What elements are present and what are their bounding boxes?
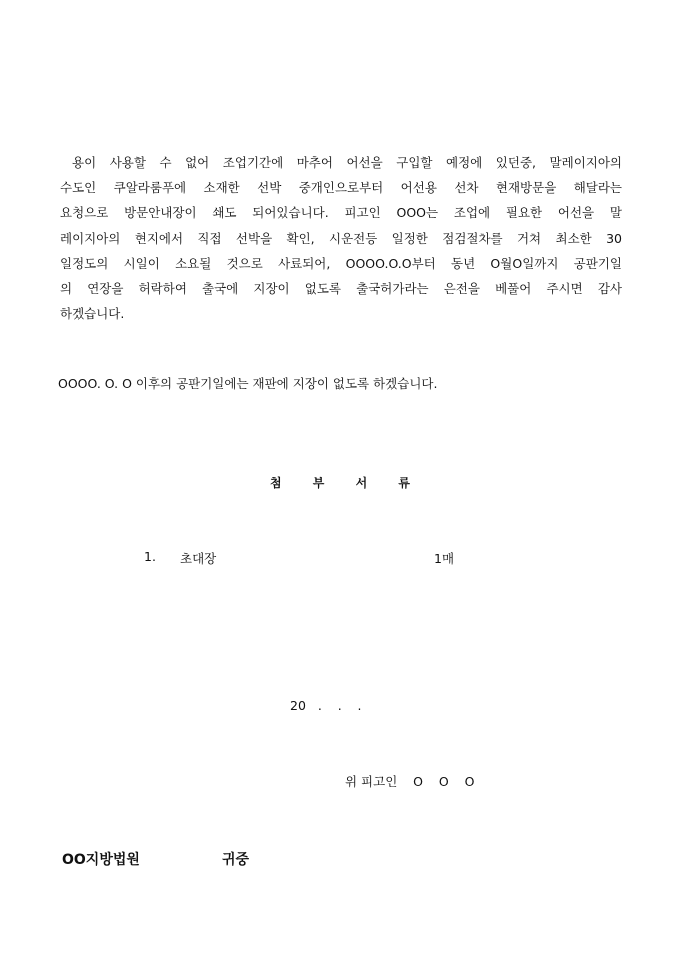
attachments-title-char: 첨 [270,476,282,490]
body-line: 의 연장을 허락하여 출국에 지장이 없도록 출국허가라는 은전을 베풀어 주시면 감사 [60,280,622,296]
attachment-number: 1. [144,549,156,564]
body-line: 수도인 쿠알라룸푸에 소재한 선박 중개인으로부터 어선용 선차 현재방문을 해달라는 [60,180,622,196]
body-line: 레이지아의 현지에서 직접 선박을 확인, 시운전등 일정한 점검절차를 거쳐 최소한 30 [60,230,622,246]
attachment-quantity: 1매 [434,551,455,566]
honorific: 귀중 [222,852,250,868]
attachments-title-char: 류 [398,476,410,490]
body-line: 용이 사용할 수 없어 조업기간에 마추어 어선을 구입할 예정에 있던중, 말레이지아의 [72,155,622,170]
body-paragraph [60,150,622,326]
date-line: 20 . . . [290,698,362,713]
body-line: 하겠습니다. [60,306,125,322]
court-name: OO지방법원 [62,852,140,868]
attachments-title-char: 부 [312,476,325,490]
body-line: 일정도의 시일이 소요될 것으로 사료되어, OOOO.O.O부터 동년 O월O일까지 공판기일 [60,255,622,271]
signer-line: 위 피고인 O O O [345,774,475,789]
attachments-title-char: 서 [355,476,368,490]
attachments-title [270,474,410,491]
after-note: OOOO. O. O 이후의 공판기일에는 재판에 지장이 없도록 하겠습니다. [58,376,438,391]
attachment-name: 초대장 [180,551,217,566]
body-line: 요청으로 방문안내장이 쇄도 되어있습니다. 피고인 OOO는 조업에 필요한 어선을 말 [60,205,622,221]
